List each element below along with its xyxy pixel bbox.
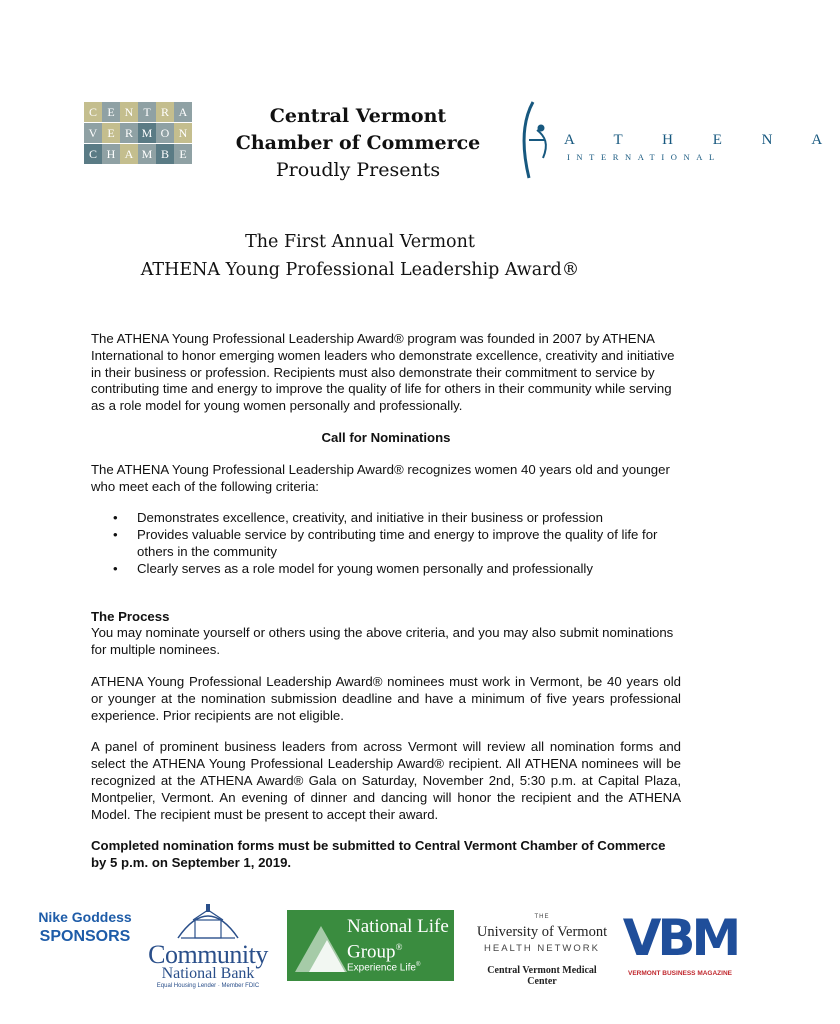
chamber-logo-cell: N	[120, 102, 138, 122]
national-life-group-word: Group	[347, 941, 396, 963]
chamber-logo-cell: N	[174, 123, 192, 143]
sponsors-label-line-2: SPONSORS	[39, 928, 131, 945]
deadline-paragraph: Completed nomination forms must be submitted to Central Vermont Chamber of Commerce by 5 p.m. on September 1, 2019.	[91, 838, 666, 871]
title-line-3: Proudly Presents	[275, 159, 441, 181]
uvm-health-network-logo	[472, 914, 612, 987]
athena-international-logo	[515, 100, 840, 182]
national-life-line-2	[347, 937, 449, 962]
criteria-item-2: Provides valuable service by contributing time and energy to improve the quality of life for others in the community	[137, 527, 658, 559]
bank-name-word1: Community	[148, 940, 268, 969]
athena-logo-sub: INTERNATIONAL	[567, 152, 721, 162]
criteria-item-1: Demonstrates excellence, creativity, and initiative in their business or profession	[137, 510, 603, 526]
sponsors-label-line-1: Nike Goddess	[38, 909, 132, 925]
sponsors-label	[30, 908, 140, 948]
bullet-icon: •	[113, 510, 118, 526]
vbm-caption: VERMONT BUSINESS MAGAZINE	[627, 970, 732, 977]
chamber-logo-cell: E	[102, 102, 120, 122]
award-heading	[80, 228, 640, 284]
chamber-logo-cell: M	[138, 123, 156, 143]
chamber-logo-cell: T	[138, 102, 156, 122]
criteria-list	[91, 510, 681, 577]
community-national-bank-logo	[146, 902, 270, 994]
tagline-registered-mark: ®	[415, 962, 421, 968]
building-icon	[173, 902, 243, 942]
chamber-logo-cell: V	[84, 123, 102, 143]
chamber-logo-cell: E	[174, 144, 192, 164]
bank-fine-print: Equal Housing Lender · Member FDIC	[156, 983, 260, 989]
national-life-group-logo	[287, 910, 454, 981]
bullet-icon: •	[113, 560, 118, 576]
chamber-logo-cell: A	[174, 102, 192, 122]
criteria-item-3: Clearly serves as a role model for young women personally and professionally	[137, 560, 593, 576]
document-body	[91, 331, 681, 872]
chamber-logo-cell: M	[138, 144, 156, 164]
event-title	[200, 103, 516, 184]
uvm-network: HEALTH NETWORK	[484, 943, 600, 954]
list-item	[91, 510, 681, 527]
national-life-tagline	[347, 962, 420, 973]
process-heading: The Process	[91, 608, 170, 624]
award-line-2: ATHENA Young Professional Leadership Award®	[140, 260, 580, 280]
title-line-1: Central Vermont	[269, 105, 447, 127]
chamber-logo	[84, 102, 192, 164]
athena-figure-icon	[515, 100, 555, 182]
chamber-logo-cell: R	[120, 123, 138, 143]
list-item	[91, 561, 681, 578]
triangle-logo-icon	[291, 916, 351, 976]
national-life-line-1: National Life	[347, 916, 449, 937]
chamber-logo-cell: E	[102, 123, 120, 143]
uvm-name: University of Vermont	[476, 924, 608, 940]
registered-mark: ®	[395, 942, 403, 952]
chamber-logo-cell: H	[102, 144, 120, 164]
chamber-logo-cell: C	[84, 102, 102, 122]
chamber-logo-cell: O	[156, 123, 174, 143]
chamber-logo-cell: R	[156, 102, 174, 122]
national-life-name	[347, 916, 449, 962]
bullet-icon: •	[113, 527, 118, 543]
chamber-logo-cell: C	[84, 144, 102, 164]
process-text: You may nominate yourself or others using the above criteria, and you may also submit nominations for multiple nominees.	[91, 625, 674, 658]
intro-paragraph: The ATHENA Young Professional Leadership Award® program was founded in 2007 by ATHENA International to honor emerging women leaders who demonstrate excellence, creativity and initiative in their business or profession. Recipients must also demonstrate their commitment to service by contributing time and energy to improve the quality of life for others in their community while serving as a role model for young women personally and professionally.	[91, 331, 675, 414]
athena-logo-word: A T H E N A	[564, 132, 840, 148]
call-heading: Call for Nominations	[321, 429, 451, 445]
title-line-2: Chamber of Commerce	[235, 132, 481, 154]
chamber-logo-cell: A	[120, 144, 138, 164]
award-line-1: The First Annual Vermont	[245, 232, 475, 252]
vbm-letters: VBM	[622, 909, 738, 967]
vermont-business-magazine-logo	[622, 909, 738, 980]
eligibility-paragraph: ATHENA Young Professional Leadership Award® nominees must work in Vermont, be 40 years old or younger at the nomination submission deadline and have a minimum of five years professional experience. Prior recipients are not eligible.	[91, 673, 681, 723]
uvm-the: THE	[534, 914, 550, 920]
panel-paragraph: A panel of prominent business leaders from across Vermont will review all nomination forms and select the ATHENA Young Professional Leadership Award® recipient. All ATHENA nominees will be recognized at the ATHENA Award® Gala on Saturday, November 2nd, 5:30 p.m. at Capital Plaza, Montpelier, Vermont. An evening of dinner and dancing will honor the recipient and the ATHENA Model. The recipient must be present to accept their award.	[91, 739, 681, 822]
list-item	[91, 527, 681, 561]
chamber-logo-cell: B	[156, 144, 174, 164]
uvm-center: Central Vermont Medical Center	[487, 965, 597, 987]
bank-name-word2: National Bank	[161, 965, 255, 982]
criteria-intro: The ATHENA Young Professional Leadership Award® recognizes women 40 years old and younger who meet each of the following criteria:	[91, 461, 670, 494]
national-life-tagline-text: Experience Life	[347, 962, 416, 974]
